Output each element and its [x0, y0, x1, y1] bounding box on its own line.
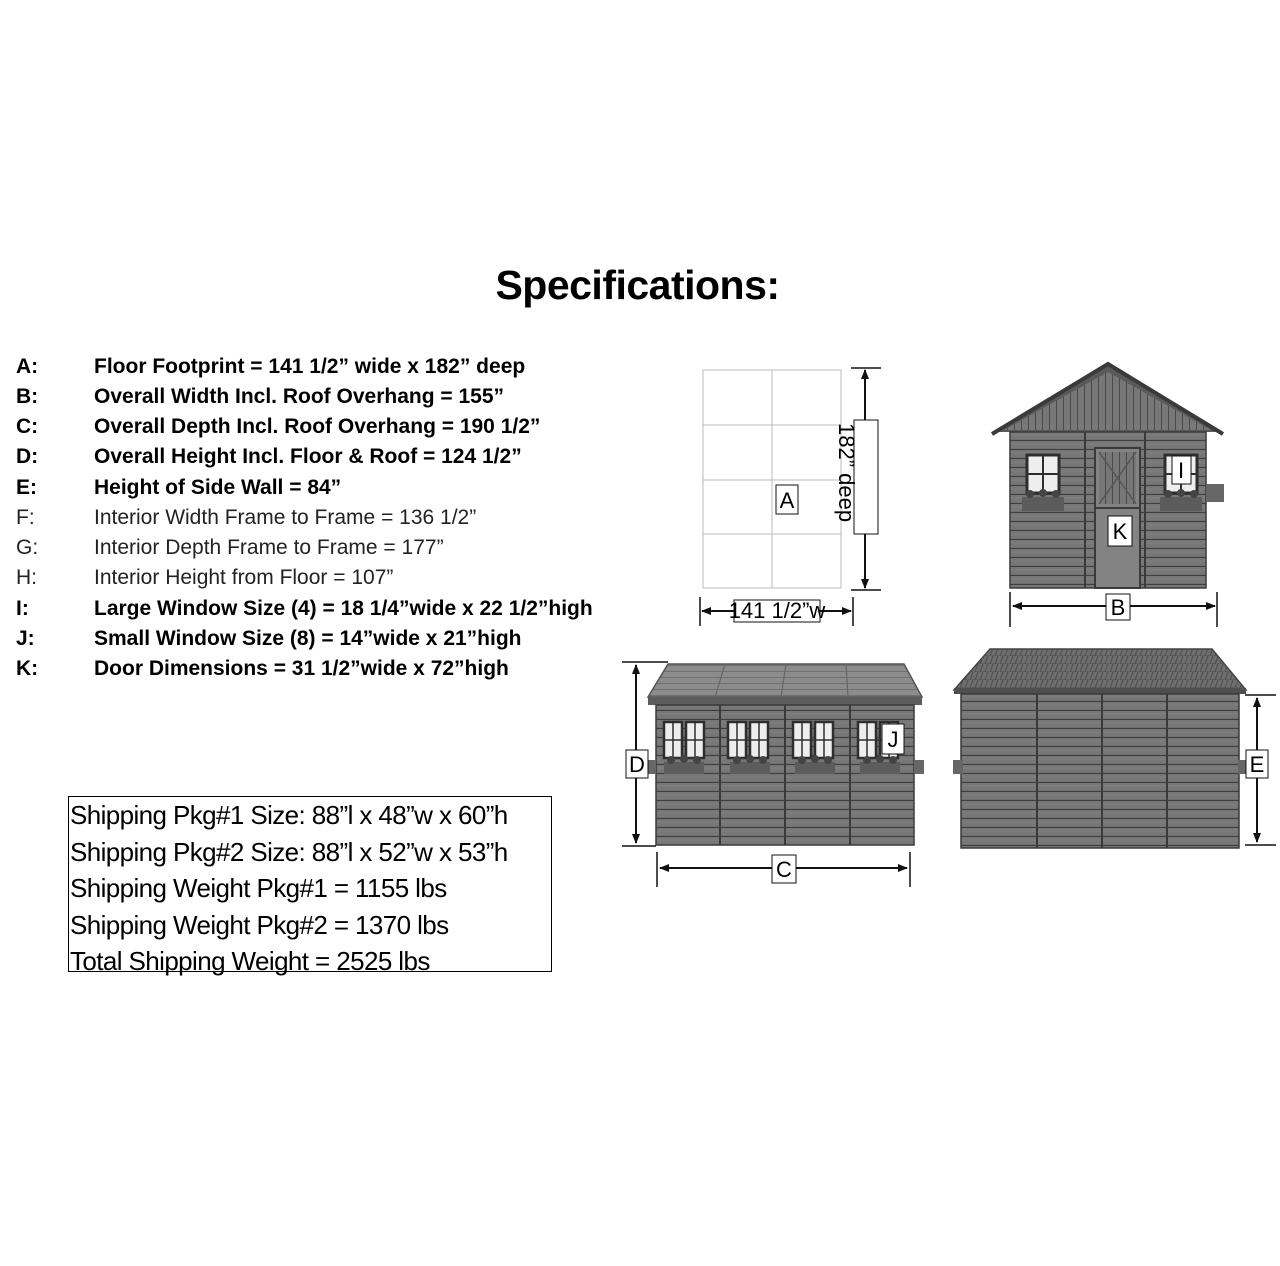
label-e: E: [1249, 752, 1265, 777]
spec-key: J:: [16, 627, 35, 650]
spec-key: F:: [16, 506, 35, 529]
shipping-line: Shipping Pkg#1 Size: 88”l x 48”w x 60”h: [70, 800, 508, 830]
spec-value: Door Dimensions = 31 1/2”wide x 72”high: [94, 657, 509, 680]
floor-depth-label: 182” deep: [834, 423, 859, 523]
label-k: K: [1112, 519, 1128, 544]
spec-key: H:: [16, 566, 37, 589]
shipping-line: Shipping Weight Pkg#1 = 1155 lbs: [70, 873, 447, 903]
spec-key: C:: [16, 415, 39, 438]
label-j: J: [887, 727, 899, 752]
label-b: B: [1110, 595, 1126, 620]
label-d: D: [629, 752, 645, 777]
back-elevation: [953, 649, 1276, 848]
floor-width-label: 141 1/2”w: [728, 598, 826, 623]
page-title: Specifications:: [495, 262, 780, 308]
spec-value: Interior Depth Frame to Frame = 177”: [94, 536, 444, 559]
spec-value: Overall Width Incl. Roof Overhang = 155”: [94, 385, 504, 408]
spec-value: Small Window Size (8) = 14”wide x 21”high: [94, 627, 522, 650]
label-c: C: [776, 857, 792, 882]
side-elevation-windows: [622, 662, 924, 887]
front-elevation: [992, 364, 1224, 627]
spec-value: Height of Side Wall = 84”: [94, 476, 342, 499]
spec-value: Overall Height Incl. Floor & Roof = 124 1/2”: [94, 445, 522, 468]
spec-value: Interior Height from Floor = 107”: [94, 566, 394, 589]
spec-value: Floor Footprint = 141 1/2” wide x 182” deep: [94, 355, 526, 378]
spec-value: Overall Depth Incl. Roof Overhang = 190 1/2”: [94, 415, 541, 438]
spec-key: E:: [16, 476, 37, 499]
spec-key: K:: [16, 657, 39, 680]
spec-value: Interior Width Frame to Frame = 136 1/2”: [94, 506, 477, 529]
spec-key: D:: [16, 445, 39, 468]
label-a: A: [779, 488, 795, 513]
shipping-line: Shipping Weight Pkg#2 = 1370 lbs: [70, 909, 449, 940]
spec-key: B:: [16, 385, 39, 408]
label-i: I: [1177, 458, 1185, 483]
spec-key: A:: [16, 355, 39, 378]
spec-key: G:: [16, 536, 39, 559]
spec-value: Large Window Size (4) = 18 1/4”wide x 22 1/2”high: [94, 597, 593, 620]
front-window-left: [1022, 455, 1064, 511]
floor-plan: [700, 368, 881, 626]
shipping-line: Total Shipping Weight = 2525 lbs: [70, 946, 430, 976]
spec-key: I:: [16, 597, 29, 620]
shipping-line: Shipping Pkg#2 Size: 88”l x 52”w x 53”h: [70, 836, 508, 867]
